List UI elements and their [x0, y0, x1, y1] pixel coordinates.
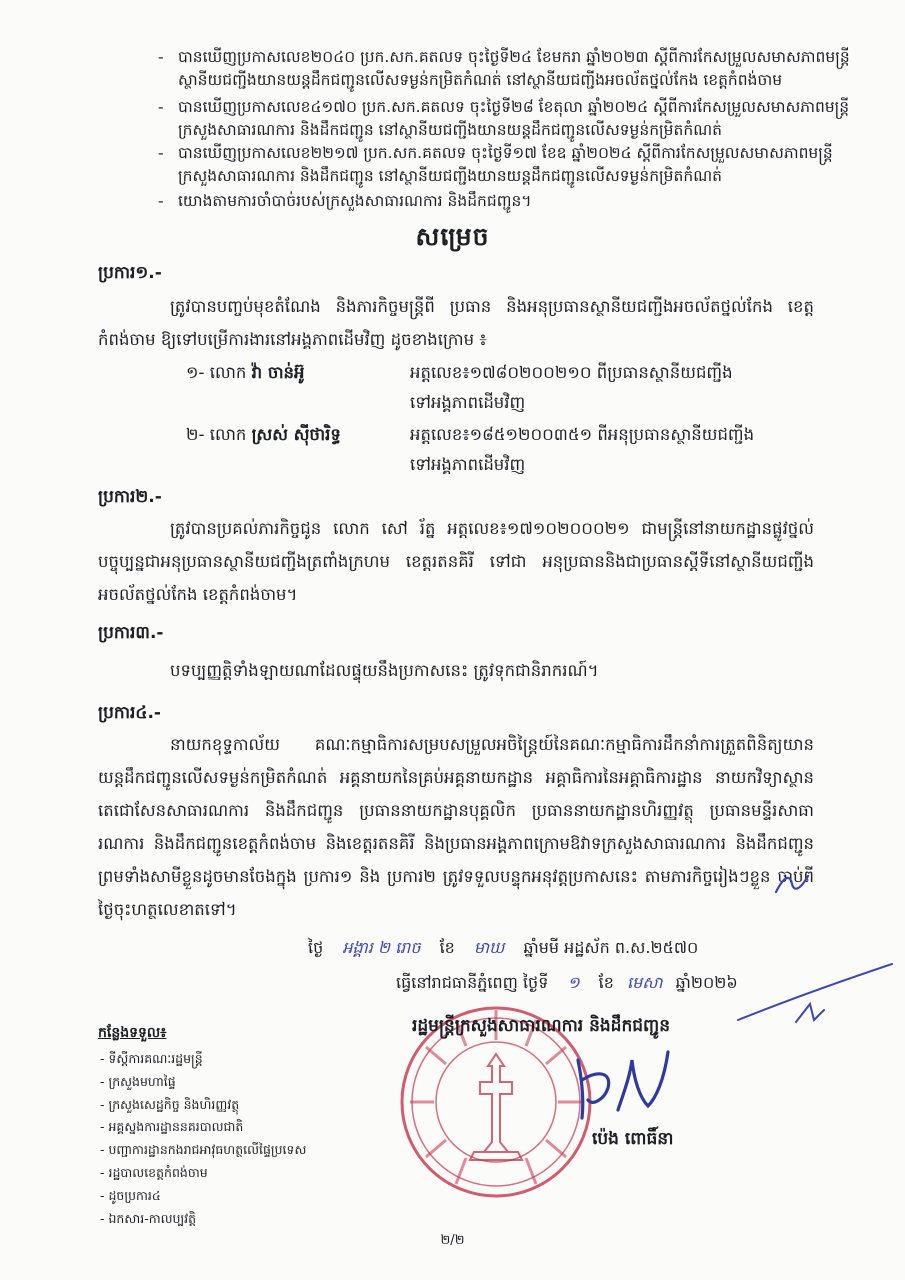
person-name: វ៉ា ចាន់អ៊ូ — [251, 363, 305, 382]
article-3-text: បទប្បញ្ញត្តិទាំងឡាយណាដែលផ្ទុយនឹងប្រកាសនេះ ត្រូវទុកជានិរាករណ៍។ — [170, 661, 599, 680]
person-number: ២- — [186, 425, 205, 444]
handwritten-day: ១ — [567, 973, 580, 992]
handwritten-month: មាឃ — [473, 938, 505, 957]
page-number: ២/២ — [440, 1233, 465, 1248]
reference-text: បានឃើញប្រកាសលេខ២២១៧ ប្រក.សក.គតលទ ចុះថ្ងៃទី១៧ ខែឧ ឆ្នាំ២០២៤ ស្ដីពីការកែសម្រួលសមាសភាពមន្ត្រីក្រសួងសាធារណការ និងដឹកជញ្ជូន នៅស្ថានីយជញ្ជីងយានយន្តដឹកជញ្ជូនលើសទម្ងន់កម្រិតកំណត់ — [178, 144, 833, 185]
list-item: - ក្រសួងមហាផ្ទៃ — [100, 1073, 176, 1089]
signature-icon — [548, 1040, 708, 1125]
list-item: - បញ្ជាការដ្ឋានកងរាជអាវុធហត្ថលើផ្ទៃប្រទេស — [100, 1142, 307, 1158]
reference-text: យោងតាមការចាំបាច់របស់ក្រសួងសាធារណការ និងដឹកជញ្ជូន។ — [178, 192, 532, 210]
list-item: - ទីស្ដីការគណៈរដ្ឋមន្ត្រី — [100, 1051, 203, 1066]
person-title: លោក — [209, 425, 247, 444]
reference-item-2: - បានឃើញប្រកាសលេខ៤១៧០ ប្រក.សក.គតលទ ចុះថ្ងៃទី២៨ ខែតុលា ឆ្នាំ២០២៤ ស្ដីពីការកែសម្រួលសមាសភាពមន្ត្រីក្រសួងសាធារណការ និងដឹកជញ្ជូន នៅស្ថានីយជញ្ជីងយានយន្តដឹកជញ្ជូនលើសទម្ងន់កម្រិតកំណត់ — [158, 96, 858, 142]
person-1 — [186, 358, 305, 388]
person-name: ស្រស់ ស៊ីថារិទ្ធ — [251, 425, 341, 444]
article-4-text: នាយកខុទ្ទកាល័យ គណៈកម្មាធិការសម្របសម្រួលអចិន្ត្រៃយ៍នៃគណៈកម្មាធិការដឹកនាំការត្រួតពិនិត្យយានយន្តដឹកជញ្ជូនលើសទម្ងន់កម្រិតកំណត់ អគ្គនាយកនៃគ្រប់អគ្គនាយកដ្ឋាន អគ្គាធិការនៃអគ្គាធិការដ្ឋាន នាយកវិទ្យាស្ថានតេជោសែនសាធារណការ និងដឹកជញ្ជូន ប្រធាននាយកដ្ឋានបុគ្គលិក ប្រធាននាយកដ្ឋានហិរញ្ញវត្ថុ ប្រធានមន្ទីរសាធារណការ និងដឹកជញ្ជូនខេត្តកំពង់ចាម និងខេត្តរតនគិរី និងប្រធានអង្គភាពក្រោមឱវាទក្រសួងសាធារណការ និងដឹកជញ្ជូន ព្រមទាំងសាមីខ្លួនដូចមានចែងក្នុង ប្រការ១ និង ប្រការ២ ត្រូវទទួលបន្ទុកអនុវត្តប្រកាសនេះ តាមភារកិច្ចរៀងៗខ្លួន ចាប់ពីថ្ងៃចុះហត្ថលេខាតទៅ។ — [98, 735, 814, 919]
list-item: - ដូចប្រការ៤ — [100, 1187, 161, 1203]
decision-heading: សម្រេច — [415, 222, 490, 251]
reference-text: បានឃើញប្រកាសលេខ២០៤០ ប្រក.សក.គតលទ ចុះថ្ងៃទី២៤ ខែមករា ឆ្នាំ២០២៣ ស្ដីពីការកែសម្រួលសមាសភាពមន្ត្រីស្ថានីយជញ្ជីងយានយន្តដឹកជញ្ជូនលើសទម្ងន់កម្រិតកំណត់ នៅស្ថានីយជញ្ជីងអចល័តថ្នល់កែង ខេត្តកំពង់ចាម — [178, 48, 850, 89]
list-item: - រដ្ឋបាលខេត្តកំពង់ចាម — [100, 1164, 208, 1180]
reference-item-1: - បានឃើញប្រកាសលេខ២០៤០ ប្រក.សក.គតលទ ចុះថ្ងៃទី២៤ ខែមករា ឆ្នាំ២០២៣ ស្ដីពីការកែសម្រួលសមាសភាពមន្ត្រីស្ថានីយជញ្ជីងយានយន្តដឹកជញ្ជូនលើសទម្ងន់កម្រិតកំណត់ នៅស្ថានីយជញ្ជីងអចល័តថ្នល់កែង ខេត្តកំពង់ចាម — [158, 46, 858, 92]
article-2-label: ប្រការ២.- — [98, 487, 162, 507]
reference-item-3: - បានឃើញប្រកាសលេខ២២១៧ ប្រក.សក.គតលទ ចុះថ្ងៃទី១៧ ខែឧ ឆ្នាំ២០២៤ ស្ដីពីការកែសម្រួលសមាសភាពមន្ត្រីក្រសួងសាធារណការ និងដឹកជញ្ជូន នៅស្ថានីយជញ្ជីងយានយន្តដឹកជញ្ជូនលើសទម្ងន់កម្រិតកំណត់ — [158, 142, 858, 188]
person-title: លោក — [209, 363, 247, 382]
reference-item-4: - យោងតាមការចាំបាច់របស់ក្រសួងសាធារណការ និងដឹកជញ្ជូន។ — [158, 190, 858, 213]
approval-stroke-icon — [728, 960, 898, 1030]
article-2-text: ត្រូវបានប្រគល់ភារកិច្ចជូន លោក សៅ រ័ត្ន អត្តលេខ៖១៧១០២០០០២១ ជាមន្ត្រីនៅនាយកដ្ឋានផ្លូវថ្នល់ បច្ចុប្បន្នជាអនុប្រធានស្ថានីយជញ្ជីងត្រពាំងក្រហម ខេត្តរតនគិរី ទៅជា អនុប្រធាននិងជាប្រធានស្ដីទីនៅស្ថានីយជញ្ជីងអចល័តថ្នល់កែង ខេត្តកំពង់ចាម។ — [98, 519, 814, 604]
list-item: - ឯកសារ-កាលប្បវត្តិ — [100, 1210, 197, 1226]
reference-text: បានឃើញប្រកាសលេខ៤១៧០ ប្រក.សក.គតលទ ចុះថ្ងៃទី២៨ ខែតុលា ឆ្នាំ២០២៤ ស្ដីពីការកែសម្រួលសមាសភាពមន្ត្រីក្រសួងសាធារណការ និងដឹកជញ្ជូន នៅស្ថានីយជញ្ជីងយានយន្តដឹកជញ្ជូនលើសទម្ងន់កម្រិតកំណត់ — [178, 98, 850, 139]
person-number: ១- — [186, 363, 205, 382]
list-item: - អគ្គស្នងការដ្ឋាននគរបាលជាតិ — [100, 1119, 244, 1135]
article-1-label: ប្រការ១.- — [98, 263, 162, 283]
minister-title: រដ្ឋមន្ត្រីក្រសួងសាធារណការ និងដឹកជញ្ជូន — [412, 1016, 671, 1036]
article-1-text: ត្រូវបានបញ្ចប់មុខតំណែង និងភារកិច្ចមន្ត្រីពី ប្រធាន និងអនុប្រធានស្ថានីយជញ្ជីងអចល័តថ្នល់កែង ខេត្តកំពង់ចាម ឱ្យទៅបម្រើការងារនៅអង្គភាពដើមវិញ ដូចខាងក្រោម ៖ — [98, 297, 814, 349]
handwritten-day: អង្គារ ២ រោច — [342, 938, 421, 957]
initial-mark-icon — [772, 870, 812, 900]
recipients-title: កន្លែងទទួល៖ — [98, 1025, 167, 1041]
person-2-detail: អត្តលេខ៖១៨៥១២០០៣៥១ ពីអនុប្រធានស្ថានីយជញ្ជីង ទៅអង្គភាពដើមវិញ — [410, 425, 755, 474]
signer-name: ប៉េង ពោធិ៍នា — [592, 1129, 674, 1149]
lunar-date: ថ្ងៃ អង្គារ ២ រោច ខែ មាឃ ឆ្នាំមមី អដ្ឋស័ក ព.ស.២៥៧០ — [308, 938, 699, 957]
list-item: - ក្រសួងសេដ្ឋកិច្ច និងហិរញ្ញវត្ថុ — [100, 1096, 240, 1112]
article-4-label: ប្រការ៤.- — [98, 703, 161, 723]
handwritten-month: មេសា — [626, 973, 663, 992]
person-1-detail: អត្តលេខ៖១៧៨០២០០២១០ ពីប្រធានស្ថានីយជញ្ជីង ទៅអង្គភាពដើមវិញ — [410, 363, 733, 412]
person-2 — [186, 420, 341, 450]
article-3-label: ប្រការ៣.- — [98, 623, 164, 643]
solar-date: ធ្វើនៅរាជធានីភ្នំពេញ ថ្ងៃទី ១ ខែ មេសា ឆ្នាំ២០២៦ — [396, 973, 738, 992]
recipients-list — [100, 1048, 306, 1230]
